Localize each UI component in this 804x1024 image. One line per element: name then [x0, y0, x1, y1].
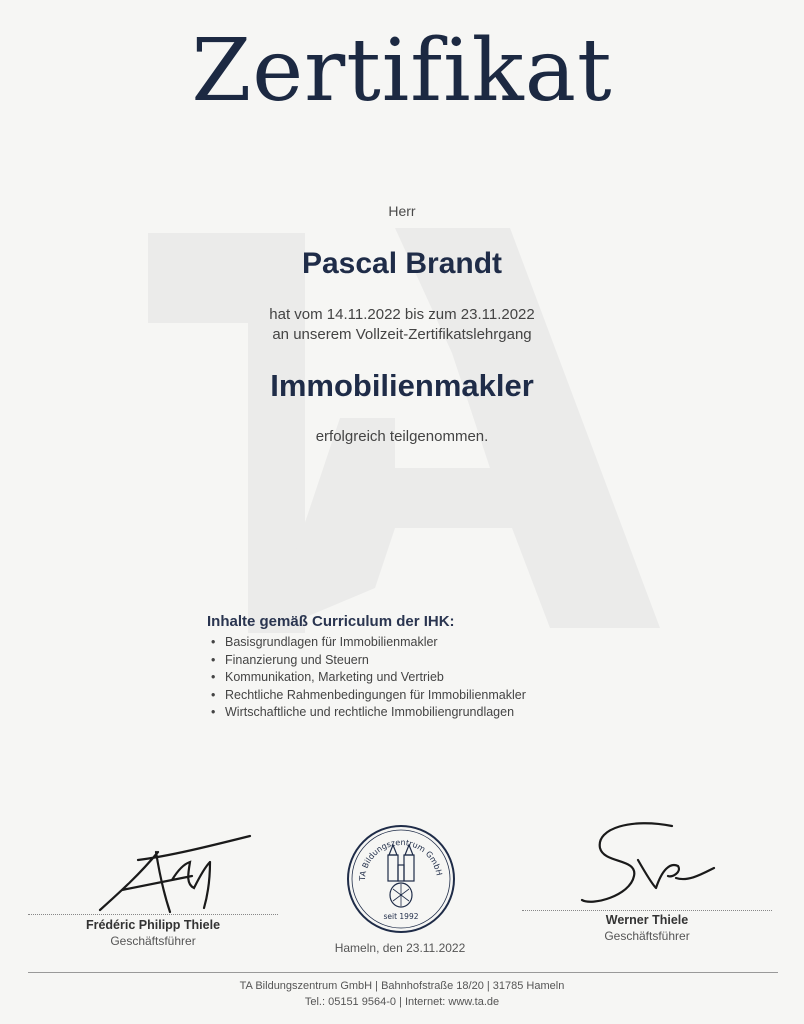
- curriculum-heading: Inhalte gemäß Curriculum der IHK:: [207, 613, 455, 630]
- curriculum-list: [207, 634, 526, 722]
- curriculum-item: • Rechtliche Rahmenbedingungen für Immobilienmakler: [207, 687, 526, 705]
- left-signature-scribble: [60, 832, 280, 917]
- right-signatory-name: Werner Thiele: [605, 913, 689, 927]
- curriculum-item: • Basisgrundlagen für Immobilienmakler: [207, 634, 526, 652]
- course-line: an unserem Vollzeit-Zertifikatslehrgang: [272, 326, 532, 343]
- left-signature-line: [28, 914, 278, 915]
- church-icon: [388, 845, 414, 907]
- svg-text:TA Bildungszentrum GmbH: [358, 838, 444, 882]
- place-date: Hameln, den 23.11.2022: [334, 941, 466, 955]
- completion-text: erfolgreich teilgenommen.: [315, 428, 489, 445]
- footer-contact: Tel.: 05151 9564-0 | Internet: www.ta.de: [304, 996, 500, 1008]
- course-name: Immobilienmakler: [270, 368, 534, 403]
- footer-divider: [28, 972, 778, 973]
- curriculum-section: [207, 613, 526, 722]
- period-line: hat vom 14.11.2022 bis zum 23.11.2022: [269, 306, 535, 323]
- footer-address: TA Bildungszentrum GmbH | Bahnhofstraße 18/20 | 31785 Hameln: [239, 980, 565, 992]
- right-signatory-role: Geschäftsführer: [604, 929, 690, 943]
- left-signatory-name: Frédéric Philipp Thiele: [85, 918, 221, 932]
- left-signatory-role: Geschäftsführer: [110, 934, 196, 948]
- right-signature-scribble: [572, 818, 722, 918]
- certificate-title: Zertifikat: [191, 21, 613, 121]
- curriculum-item: • Kommunikation, Marketing und Vertrieb: [207, 669, 526, 687]
- recipient-name: Pascal Brandt: [301, 247, 503, 280]
- curriculum-item: • Finanzierung und Steuern: [207, 652, 526, 670]
- salutation: Herr: [388, 203, 416, 219]
- curriculum-item: • Wirtschaftliche und rechtliche Immobiliengrundlagen: [207, 704, 526, 722]
- right-signature-line: [522, 910, 772, 911]
- seal-text: TA Bildungszentrum GmbH: [357, 837, 444, 882]
- company-seal: [345, 823, 457, 935]
- seal-since: seit 1992: [383, 912, 419, 921]
